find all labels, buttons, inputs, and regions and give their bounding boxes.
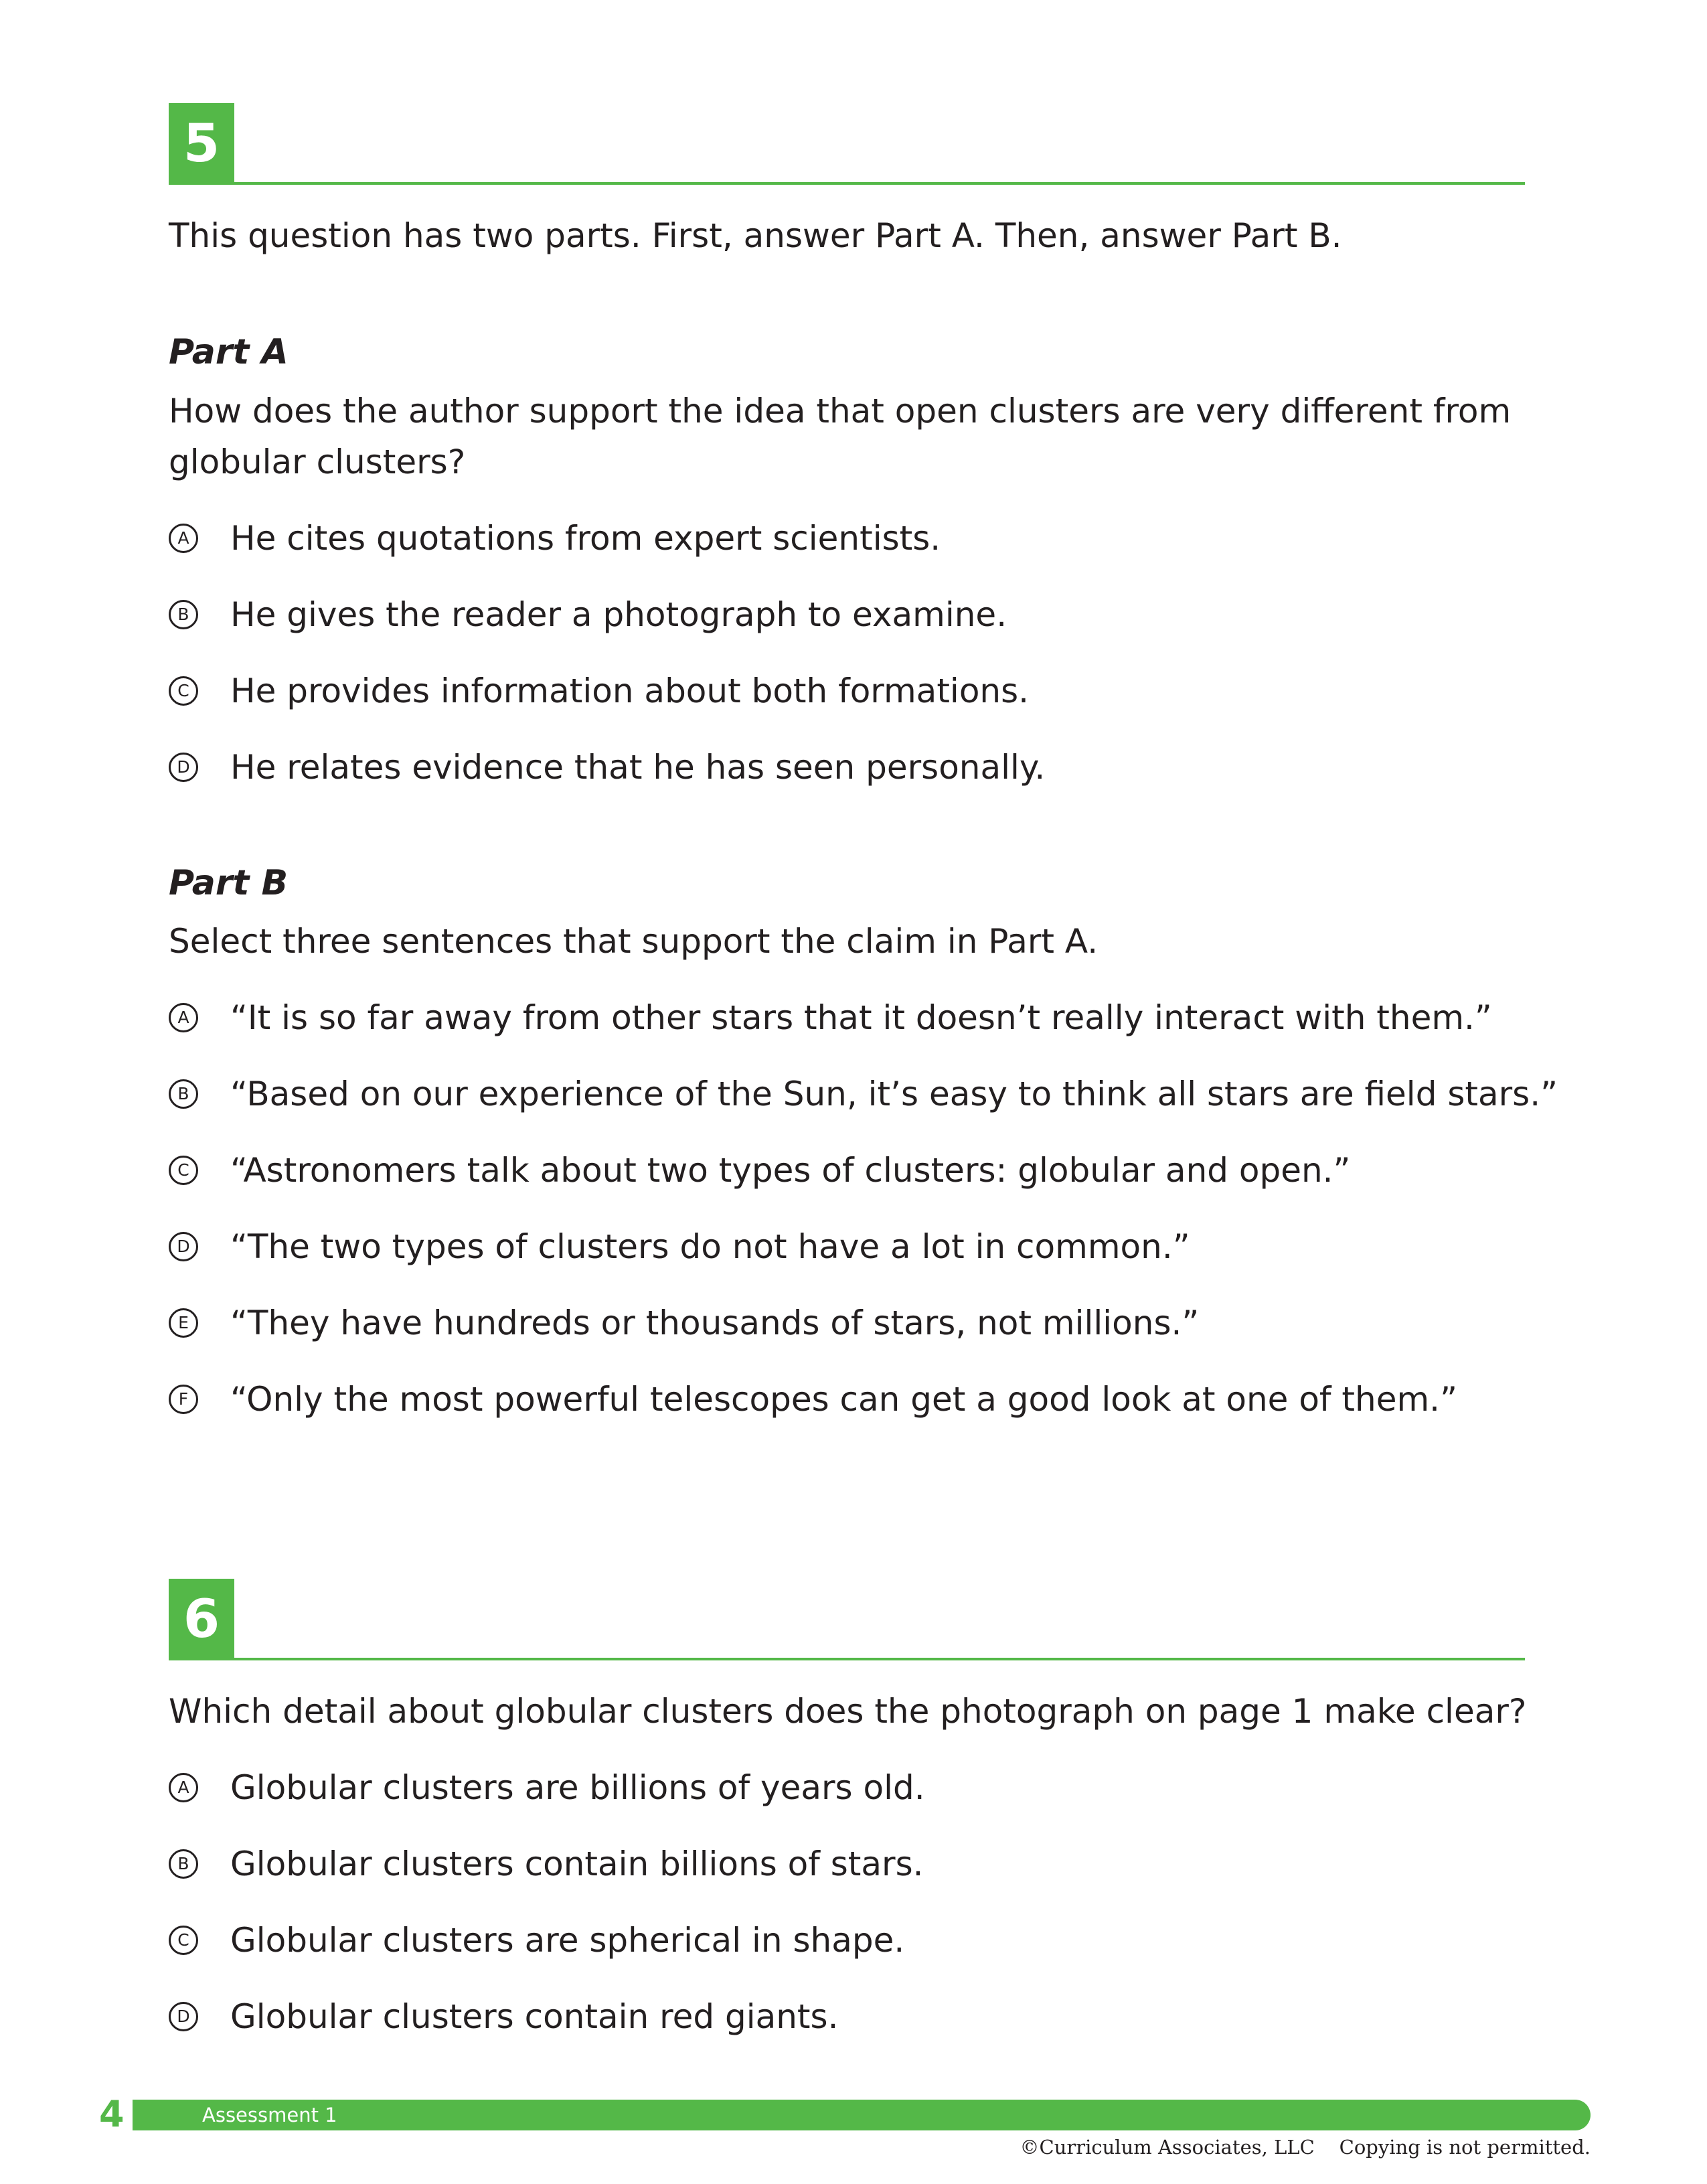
option-text: “Only the most powerful telescopes can get a good look at one of them.” <box>230 1380 1457 1419</box>
part-a-label: Part A <box>169 332 289 372</box>
part-a-option-a[interactable] <box>169 513 941 564</box>
option-a-bubble[interactable]: A <box>169 1003 198 1032</box>
question-number-badge: 5 <box>169 103 234 185</box>
option-text: “They have hundreds or thousands of stars, not millions.” <box>230 1304 1200 1342</box>
option-text: Globular clusters are billions of years old. <box>230 1768 925 1807</box>
part-b-option-e[interactable] <box>169 1298 1199 1348</box>
part-b-option-d[interactable] <box>169 1221 1190 1272</box>
footer-label: Assessment 1 <box>202 2104 337 2126</box>
option-c-bubble[interactable]: C <box>169 1926 198 1955</box>
option-text: Globular clusters are spherical in shape. <box>230 1921 905 1960</box>
question-5-header <box>169 103 1525 185</box>
option-text: He cites quotations from expert scientists. <box>230 519 941 558</box>
part-a-option-b[interactable] <box>169 589 1007 640</box>
page-number: 4 <box>99 2093 125 2135</box>
option-f-bubble[interactable]: F <box>169 1385 198 1414</box>
option-text: “Astronomers talk about two types of clusters: globular and open.” <box>230 1151 1351 1190</box>
option-text: “The two types of clusters do not have a lot in common.” <box>230 1227 1190 1266</box>
part-b-question: Select three sentences that support the claim in Part A. <box>169 922 1099 961</box>
option-text: He provides information about both formations. <box>230 672 1030 710</box>
option-d-bubble[interactable]: D <box>169 753 198 782</box>
option-a-bubble[interactable]: A <box>169 524 198 553</box>
option-c-bubble[interactable]: C <box>169 1156 198 1185</box>
option-b-bubble[interactable]: B <box>169 1849 198 1879</box>
option-b-bubble[interactable]: B <box>169 1079 198 1109</box>
part-a-option-c[interactable] <box>169 666 1029 716</box>
part-b-option-b[interactable] <box>169 1069 1558 1119</box>
part-a-option-d[interactable] <box>169 742 1045 793</box>
option-d-bubble[interactable]: D <box>169 2002 198 2031</box>
option-text: “It is so far away from other stars that it doesn’t really interact with them.” <box>230 998 1492 1037</box>
question-6-option-d[interactable] <box>169 1991 838 2042</box>
part-b-option-a[interactable] <box>169 992 1492 1043</box>
option-text: “Based on our experience of the Sun, it’s easy to think all stars are field stars.” <box>230 1075 1558 1113</box>
header-rule <box>234 182 1525 185</box>
option-text: Globular clusters contain red giants. <box>230 1997 839 2036</box>
part-b-option-c[interactable] <box>169 1145 1350 1196</box>
question-6-option-b[interactable] <box>169 1839 924 1889</box>
option-c-bubble[interactable]: C <box>169 676 198 706</box>
part-a-question-line-2: globular clusters? <box>169 443 466 481</box>
part-b-option-f[interactable] <box>169 1374 1457 1425</box>
header-rule <box>234 1658 1525 1660</box>
copyright-notice: ©Curriculum Associates, LLC Copying is not permitted. <box>1020 2136 1591 2159</box>
option-e-bubble[interactable]: E <box>169 1308 198 1338</box>
part-a-question-line-1: How does the author support the idea that open clusters are very different from <box>169 392 1512 431</box>
part-b-label: Part B <box>169 863 289 903</box>
option-d-bubble[interactable]: D <box>169 1232 198 1261</box>
question-6-option-a[interactable] <box>169 1762 925 1813</box>
question-number-badge: 6 <box>169 1579 234 1660</box>
question-6-option-c[interactable] <box>169 1915 904 1966</box>
option-text: Globular clusters contain billions of stars. <box>230 1845 924 1883</box>
option-a-bubble[interactable]: A <box>169 1773 198 1802</box>
option-text: He gives the reader a photograph to examine. <box>230 595 1007 634</box>
option-text: He relates evidence that he has seen personally. <box>230 748 1046 787</box>
footer-bar <box>133 2100 1591 2130</box>
question-6-text: Which detail about globular clusters does the photograph on page 1 make clear? <box>169 1692 1527 1731</box>
question-6-header <box>169 1579 1525 1660</box>
option-b-bubble[interactable]: B <box>169 600 198 629</box>
question-5-intro: This question has two parts. First, answer Part A. Then, answer Part B. <box>169 216 1342 255</box>
